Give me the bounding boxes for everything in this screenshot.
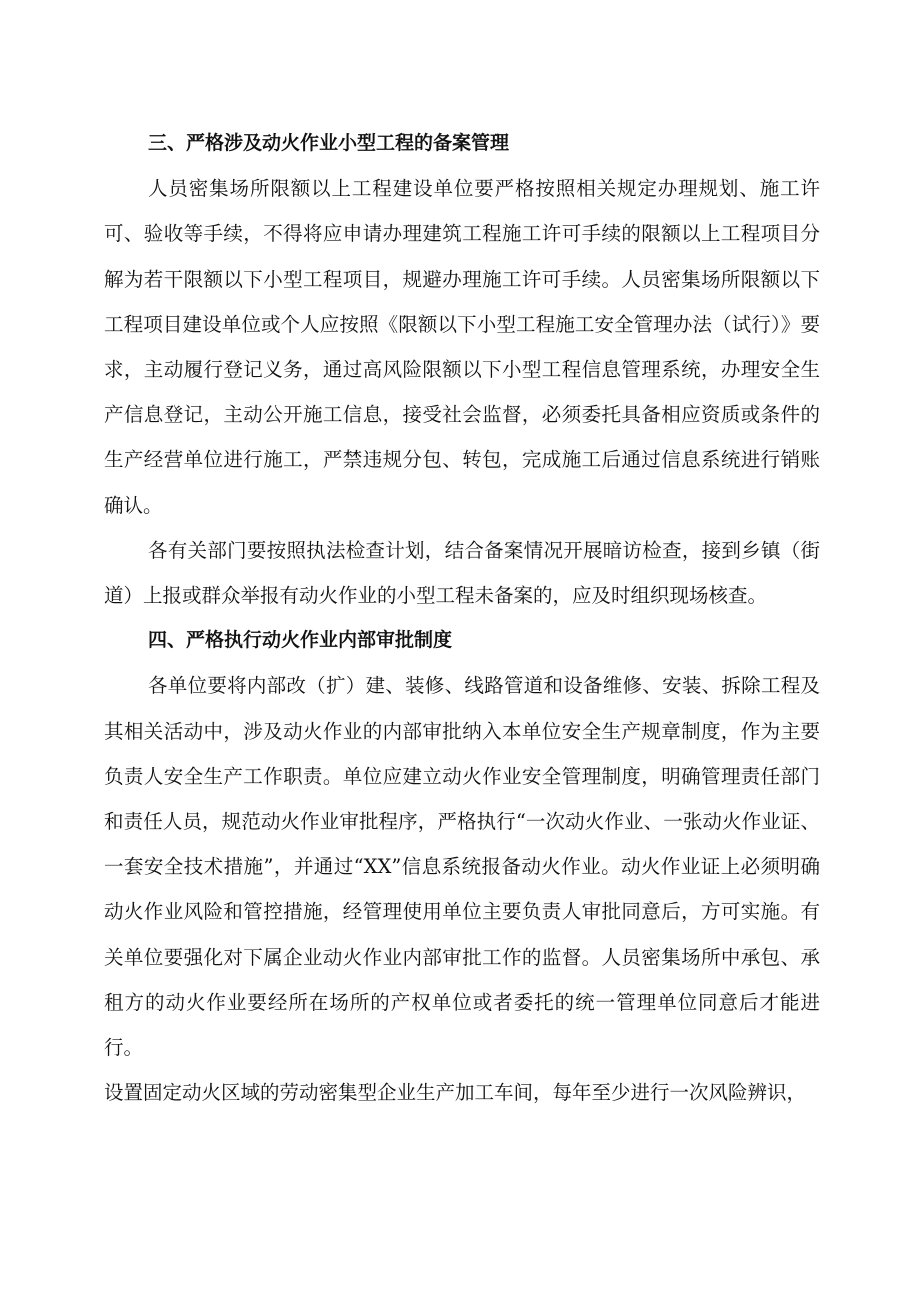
paragraph: 各有关部门要按照执法检查计划，结合备案情况开展暗访检查，接到乡镇（街道）上报或群众举报有动火作业的小型工程未备案的，应及时组织现场核查。 [104, 538, 820, 608]
paragraph: 设置固定动火区域的劳动密集型企业生产加工车间，每年至少进行一次风险辨识， [104, 1081, 807, 1105]
paragraph: 人员密集场所限额以上工程建设单位要严格按照相关规定办理规划、施工许可、验收等手续，不得将应申请办理建筑工程施工许可手续的限额以上工程项目分解为若干限额以下小型工程项目，规避办理施工许可手续。人员密集场所限额以下工程项目建设单位或个人应按照《限额以下小型工程施工安全管理办法（试行）》要求，主动履行登记义务，通过高风险限额以下小型工程信息管理系统，办理安全生产信息登记，主动公开施工信息，接受社会监督，必须委托具备相应资质或条件的生产经营单位进行施工，严禁违规分包、转包，完成施工后通过信息系统进行销账确认。 [104, 177, 820, 517]
section-heading-4: 四、严格执行动火作业内部审批制度 [148, 629, 453, 652]
paragraph: 各单位要将内部改（扩）建、装修、线路管道和设备维修、安装、拆除工程及其相关活动中，涉及动火作业的内部审批纳入本单位安全生产规章制度，作为主要负责人安全生产工作职责。单位应建立动火作业安全管理制度，明确管理责任部门和责任人员，规范动火作业审批程序，严格执行“一次动火作业、一张动火作业证、一套安全技术措施”，并通过“XX”信息系统报备动火作业。动火作业证上必须明确动火作业风险和管控措施，经管理使用单位主要负责人审批同意后，方可实施。有关单位要强化对下属企业动火作业内部审批工作的监督。人员密集场所中承包、承租方的动火作业要经所在场所的产权单位或者委托的统一管理单位同意后才能进行。 [104, 674, 820, 1060]
section-heading-3: 三、严格涉及动火作业小型工程的备案管理 [148, 132, 510, 154]
document-body [104, 121, 820, 1115]
